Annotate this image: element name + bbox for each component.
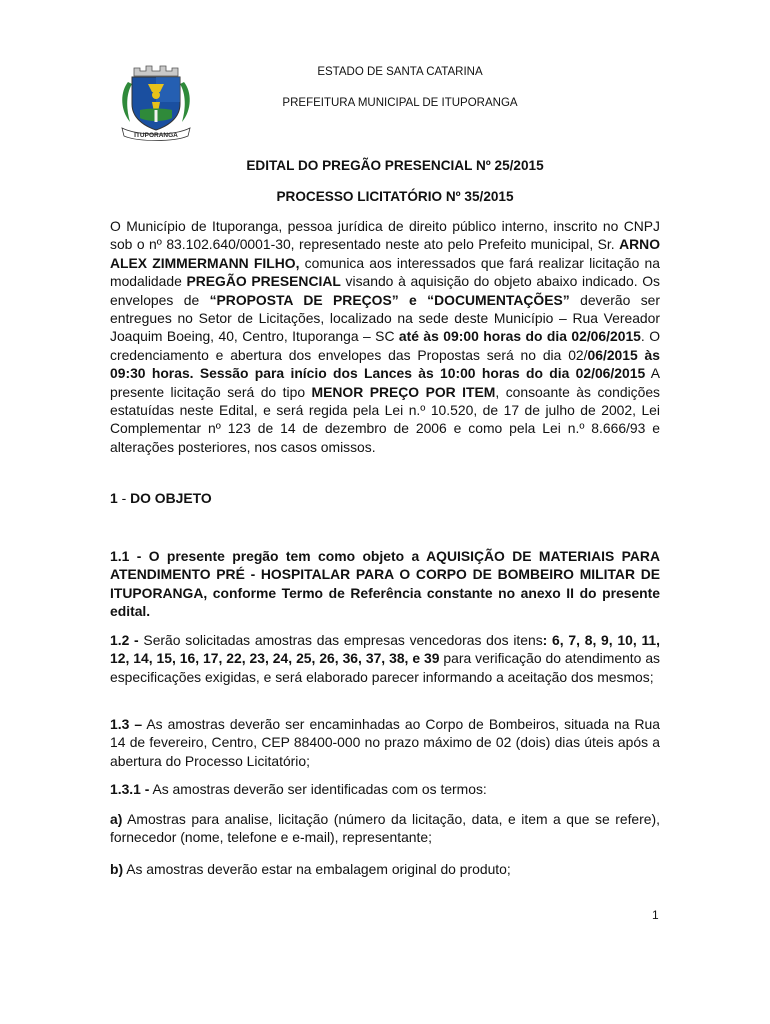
paragraph-1-3: 1.3 – As amostras deverão ser encaminhadas ao Corpo de Bombeiros, situada na Rua 14 de fevereiro, Centro, CEP 88400-000 no prazo máximo de 02 (dois) dias úteis após a abertura do Processo Licitatório; [110,716,660,769]
intro-paragraph: O Município de Ituporanga, pessoa jurídica de direito público interno, inscrito no CNPJ sob o nº 83.102.640/0001-30, representado neste ato pelo Prefeito municipal, Sr. ARNO ALEX ZIMMERMANN FILHO, comunica aos interessados que fará realizar licitação na modalidade PREGÃO PRESENCIAL visando à aquisição do objeto abaixo indicado. Os envelopes de “PROPOSTA DE PREÇOS” e “DOCUMENTAÇÕES” deverão ser entregues no Setor de Licitações, localizado na sede deste Município – Rua Vereador Joaquim Boeing, 40, Centro, Ituporanga – SC até às 09:00 horas do dia 02/06/2015. O credenciamento e abertura dos envelopes das Propostas será no dia 02/06/2015 às 09:30 horas. Sessão para início dos Lances às 10:00 horas do dia 02/06/2015 A presente licitação será do tipo MENOR PREÇO POR ITEM, consoante às condições estatuídas neste Edital, e será regida pela Lei n.º 10.520, de 17 de julho de 2002, Lei Complementar nº 123 de 14 de dezembro de 2006 e como pela Lei n.º 8.666/93 e alterações posteriores, nos casos omissos. [110,218,661,455]
paragraph-1-2: 1.2 - Serão solicitadas amostras das empresas vencedoras dos itens: 6, 7, 8, 9, 10, 11, 12, 14, 15, 16, 17, 22, 23, 24, 25, 26, 36, 37, 38, e 39 para verificação do atendimento as especificações exigidas, e será elaborado parecer informando a aceitação dos mesmos; [110,632,660,685]
paragraph-item-b: b) As amostras deverão estar na embalagem original do produto; [110,861,511,877]
page-number: 1 [652,908,659,922]
edital-title: EDITAL DO PREGÃO PRESENCIAL Nº 25/2015 [246,158,544,173]
paragraph-1-3-1: 1.3.1 - As amostras deverão ser identificadas com os termos: [110,781,487,797]
crest-ribbon-text: ITUPORANGA [134,132,178,139]
header-state: ESTADO DE SANTA CATARINA [317,66,483,78]
header-prefecture: PREFEITURA MUNICIPAL DE ITUPORANGA [282,97,518,109]
section-heading-objeto: 1 - DO OBJETO [110,490,212,506]
processo-title: PROCESSO LICITATÓRIO Nº 35/2015 [276,189,514,204]
paragraph-item-a: a) Amostras para analise, licitação (número da licitação, data, e item a que se refere), fornecedor (nome, telefone e e-mail), representante; [110,811,660,846]
paragraph-1-1: 1.1 - O presente pregão tem como objeto a AQUISIÇÃO DE MATERIAIS PARA ATENDIMENTO PRÉ - HOSPITALAR PARA O CORPO DE BOMBEIRO MILITAR DE ITUPORANGA, conforme Termo de Referência constante no anexo II do presente edital. [110,548,660,620]
